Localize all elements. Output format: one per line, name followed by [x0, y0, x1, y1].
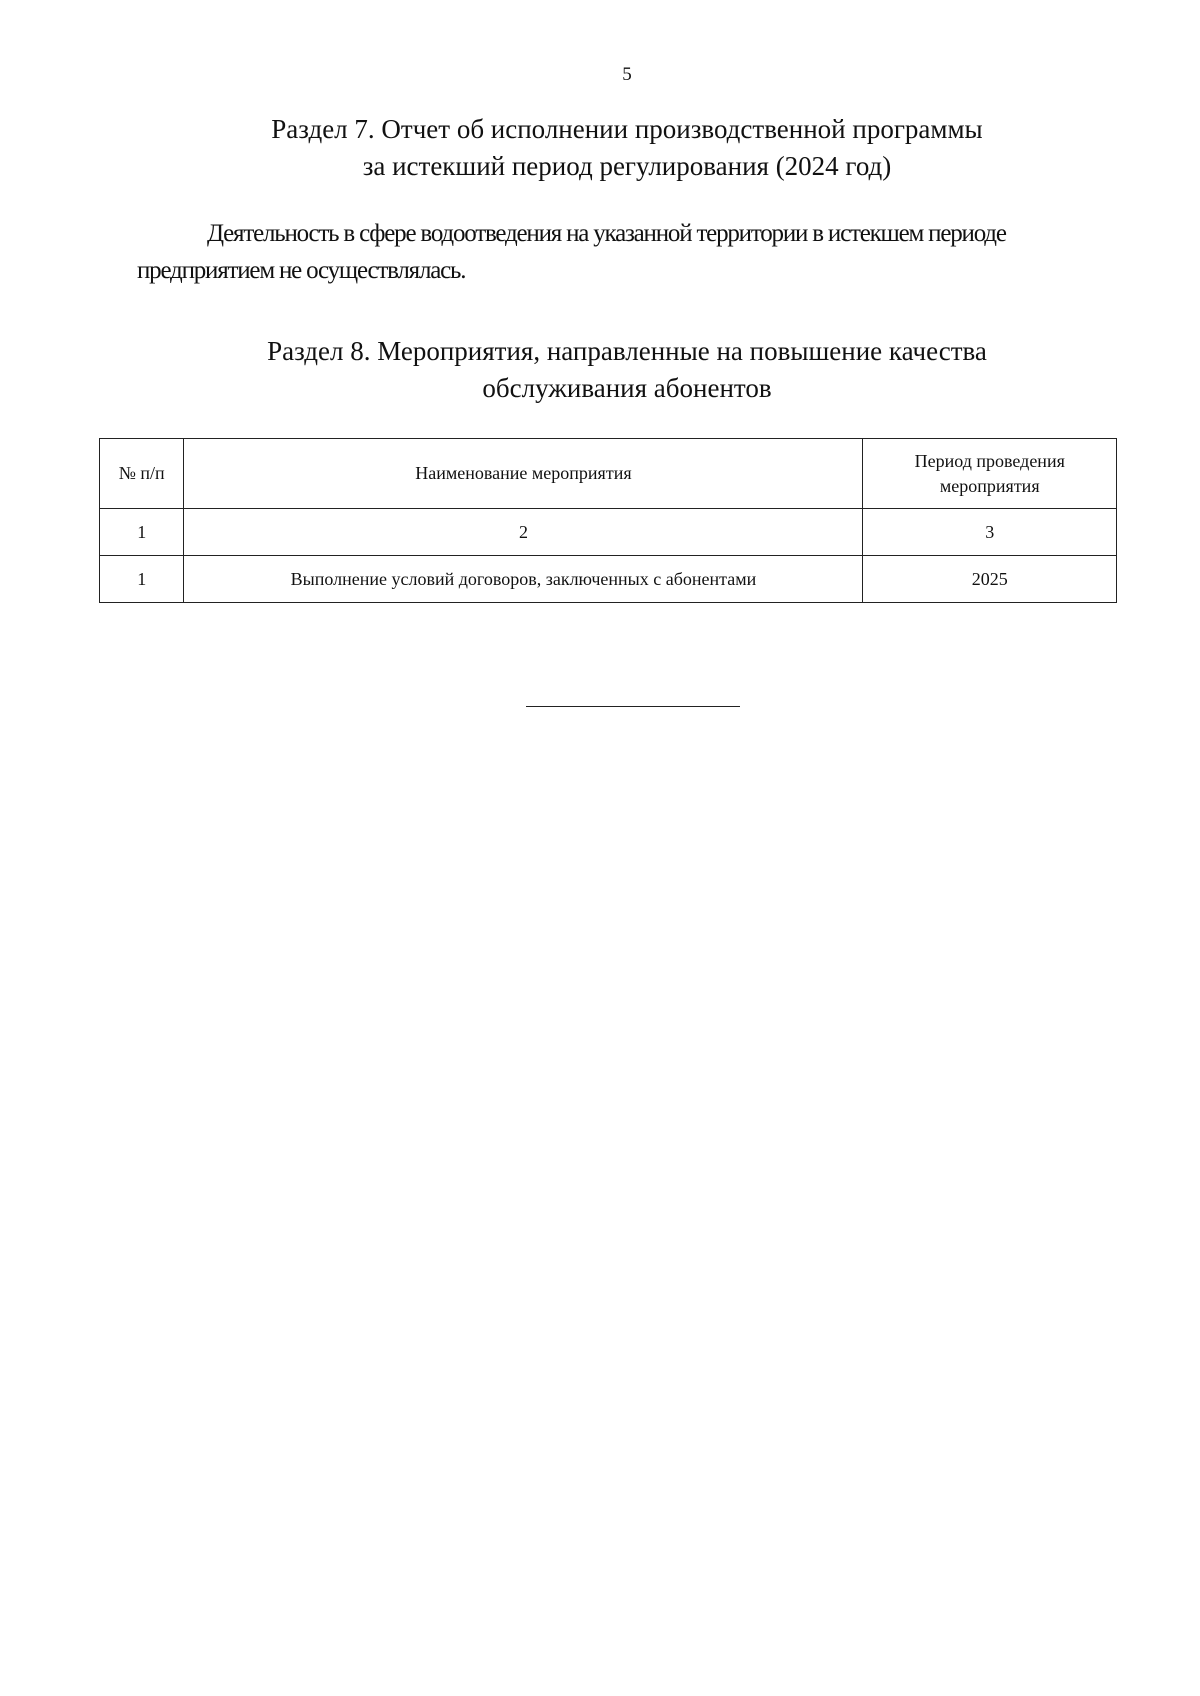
header-name: Наименование мероприятия — [184, 439, 863, 509]
section7-paragraph-text: Деятельность в сфере водоотведения на указанной территории в истекшем периоде предприятием не осуществлялась. — [137, 220, 1006, 284]
row-name: Выполнение условий договоров, заключенных с абонентами — [184, 556, 863, 603]
section8-title-line2: обслуживания абонентов — [482, 373, 772, 403]
header-period: Период проведения мероприятия — [863, 439, 1117, 509]
section8-title-line1: Раздел 8. Мероприятия, направленные на повышение качества — [267, 336, 987, 366]
events-table — [99, 438, 1117, 603]
row-num: 1 — [100, 556, 184, 603]
header-num: № п/п — [100, 439, 184, 509]
page-number: 5 — [622, 64, 632, 85]
section7-title-line1: Раздел 7. Отчет об исполнении производственной программы — [271, 114, 983, 144]
column-number: 3 — [863, 509, 1117, 556]
section8-title — [0, 333, 1200, 407]
column-number: 2 — [184, 509, 863, 556]
section7-title-line2: за истекший период регулирования (2024 год) — [362, 151, 892, 181]
column-number: 1 — [100, 509, 184, 556]
table-header-row — [100, 439, 1117, 509]
section7-paragraph — [137, 215, 1117, 289]
end-divider — [526, 706, 740, 707]
row-period: 2025 — [863, 556, 1117, 603]
section7-title — [0, 111, 1200, 185]
table-column-numbers-row — [100, 509, 1117, 556]
table-row — [100, 556, 1117, 603]
